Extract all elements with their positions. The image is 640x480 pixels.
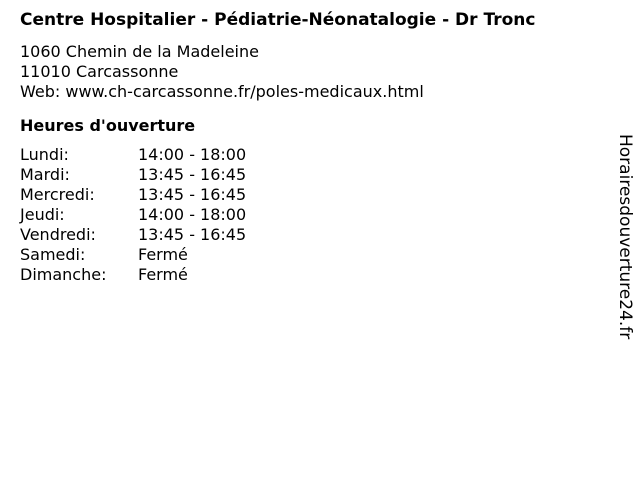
time-value: 14:00 - 18:00 [138, 205, 247, 224]
day-label: Samedi: [20, 245, 86, 264]
time-value: 13:45 - 16:45 [138, 185, 247, 204]
time-value: 13:45 - 16:45 [138, 165, 247, 184]
day-label: Lundi: [20, 145, 69, 164]
day-label: Vendredi: [20, 225, 96, 244]
time-value: 13:45 - 16:45 [138, 225, 247, 244]
hours-row-wednesday [20, 185, 608, 205]
time-value: Fermé [138, 245, 188, 264]
hours-row-tuesday [20, 165, 608, 185]
hours-row-sunday [20, 265, 608, 285]
opening-hours-table [20, 145, 608, 285]
time-value: Fermé [138, 265, 188, 284]
address-block [20, 42, 608, 102]
business-card [20, 10, 608, 285]
address-street: 1060 Chemin de la Madeleine [20, 42, 259, 61]
address-city: 11010 Carcassonne [20, 62, 179, 81]
day-label: Mercredi: [20, 185, 95, 204]
hours-row-monday [20, 145, 608, 165]
page-title: Centre Hospitalier - Pédiatrie-Néonatalogie - Dr Tronc [20, 10, 536, 30]
hours-row-thursday [20, 205, 608, 225]
hours-row-friday [20, 225, 608, 245]
day-label: Dimanche: [20, 265, 107, 284]
opening-hours-heading: Heures d'ouverture [20, 116, 196, 135]
time-value: 14:00 - 18:00 [138, 145, 247, 164]
site-watermark: Horairesdouverture24.fr [615, 134, 635, 340]
day-label: Mardi: [20, 165, 70, 184]
hours-row-saturday [20, 245, 608, 265]
website-link[interactable]: Web: www.ch-carcassonne.fr/poles-medicaux.html [20, 82, 424, 101]
day-label: Jeudi: [20, 205, 65, 224]
